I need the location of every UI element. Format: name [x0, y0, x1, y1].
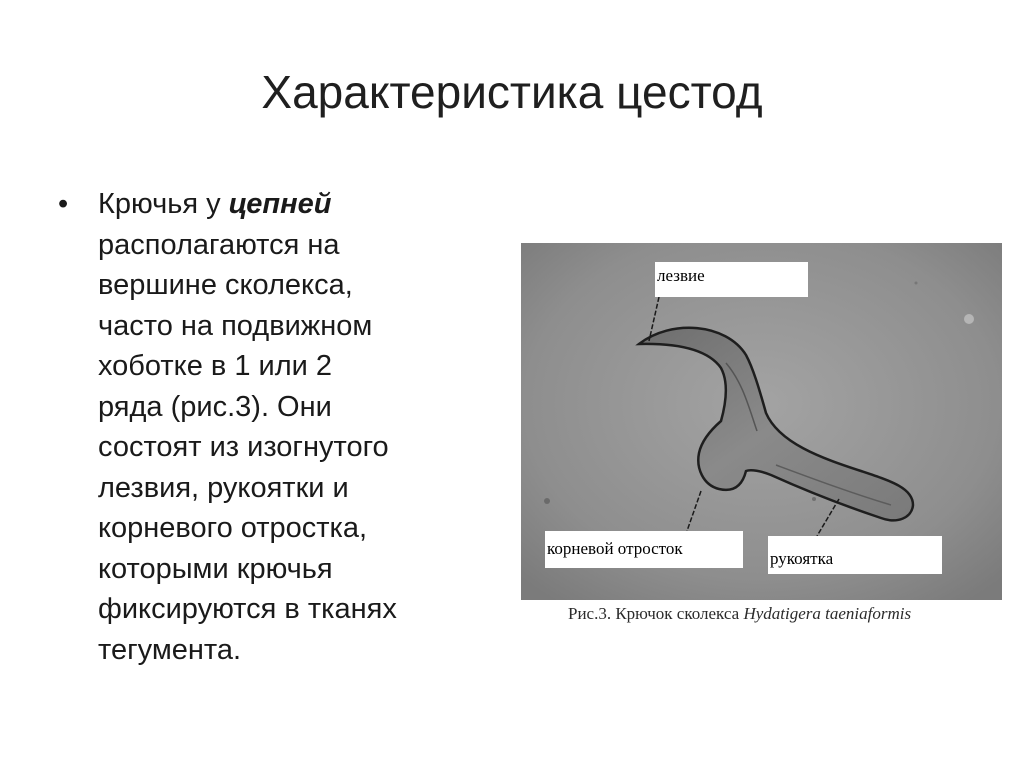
bullet-text-block	[58, 184, 498, 670]
caption-species: Hydatigera taeniaformis	[743, 604, 912, 623]
bullet-line-6: ряда (рис.3). Они	[98, 390, 332, 423]
speck	[964, 314, 974, 324]
bullet-line-8: лезвия, рукоятки и	[98, 471, 349, 504]
bullet-line-2: располагаются на	[98, 228, 340, 261]
bullet-icon: •	[58, 188, 69, 220]
bullet-line-10: которыми крючья	[98, 552, 333, 585]
bullet-line-4: часто на подвижном	[98, 309, 373, 342]
hook-micrograph	[521, 243, 1002, 600]
bullet-line-12: тегумента.	[98, 633, 242, 666]
bullet-line-1	[98, 184, 498, 225]
label-blade: лезвие	[655, 262, 808, 297]
figure-caption	[568, 603, 998, 625]
slide-title: Характеристика цестод	[261, 66, 763, 118]
caption-prefix: Рис.3. Крючок сколекса	[568, 604, 744, 623]
bullet-item	[58, 184, 498, 670]
label-handle: рукоятка	[768, 536, 942, 574]
bullet-line-11: фиксируются в тканях	[98, 593, 397, 625]
speck	[915, 282, 918, 285]
label-root-process: корневой отросток	[545, 531, 743, 568]
bullet-line-9: корневого отростка,	[98, 512, 368, 544]
bullet-line-5: хоботке в 1 или 2	[98, 350, 333, 382]
speck	[544, 498, 550, 504]
bullet-line-7: состоят из изогнутого	[98, 431, 389, 463]
speck	[812, 497, 816, 501]
bullet-line-3: вершине сколекса,	[98, 269, 353, 301]
bullet-line-1-text: Крючья у	[98, 188, 229, 220]
bullet-emphasis: цепней	[228, 188, 332, 220]
